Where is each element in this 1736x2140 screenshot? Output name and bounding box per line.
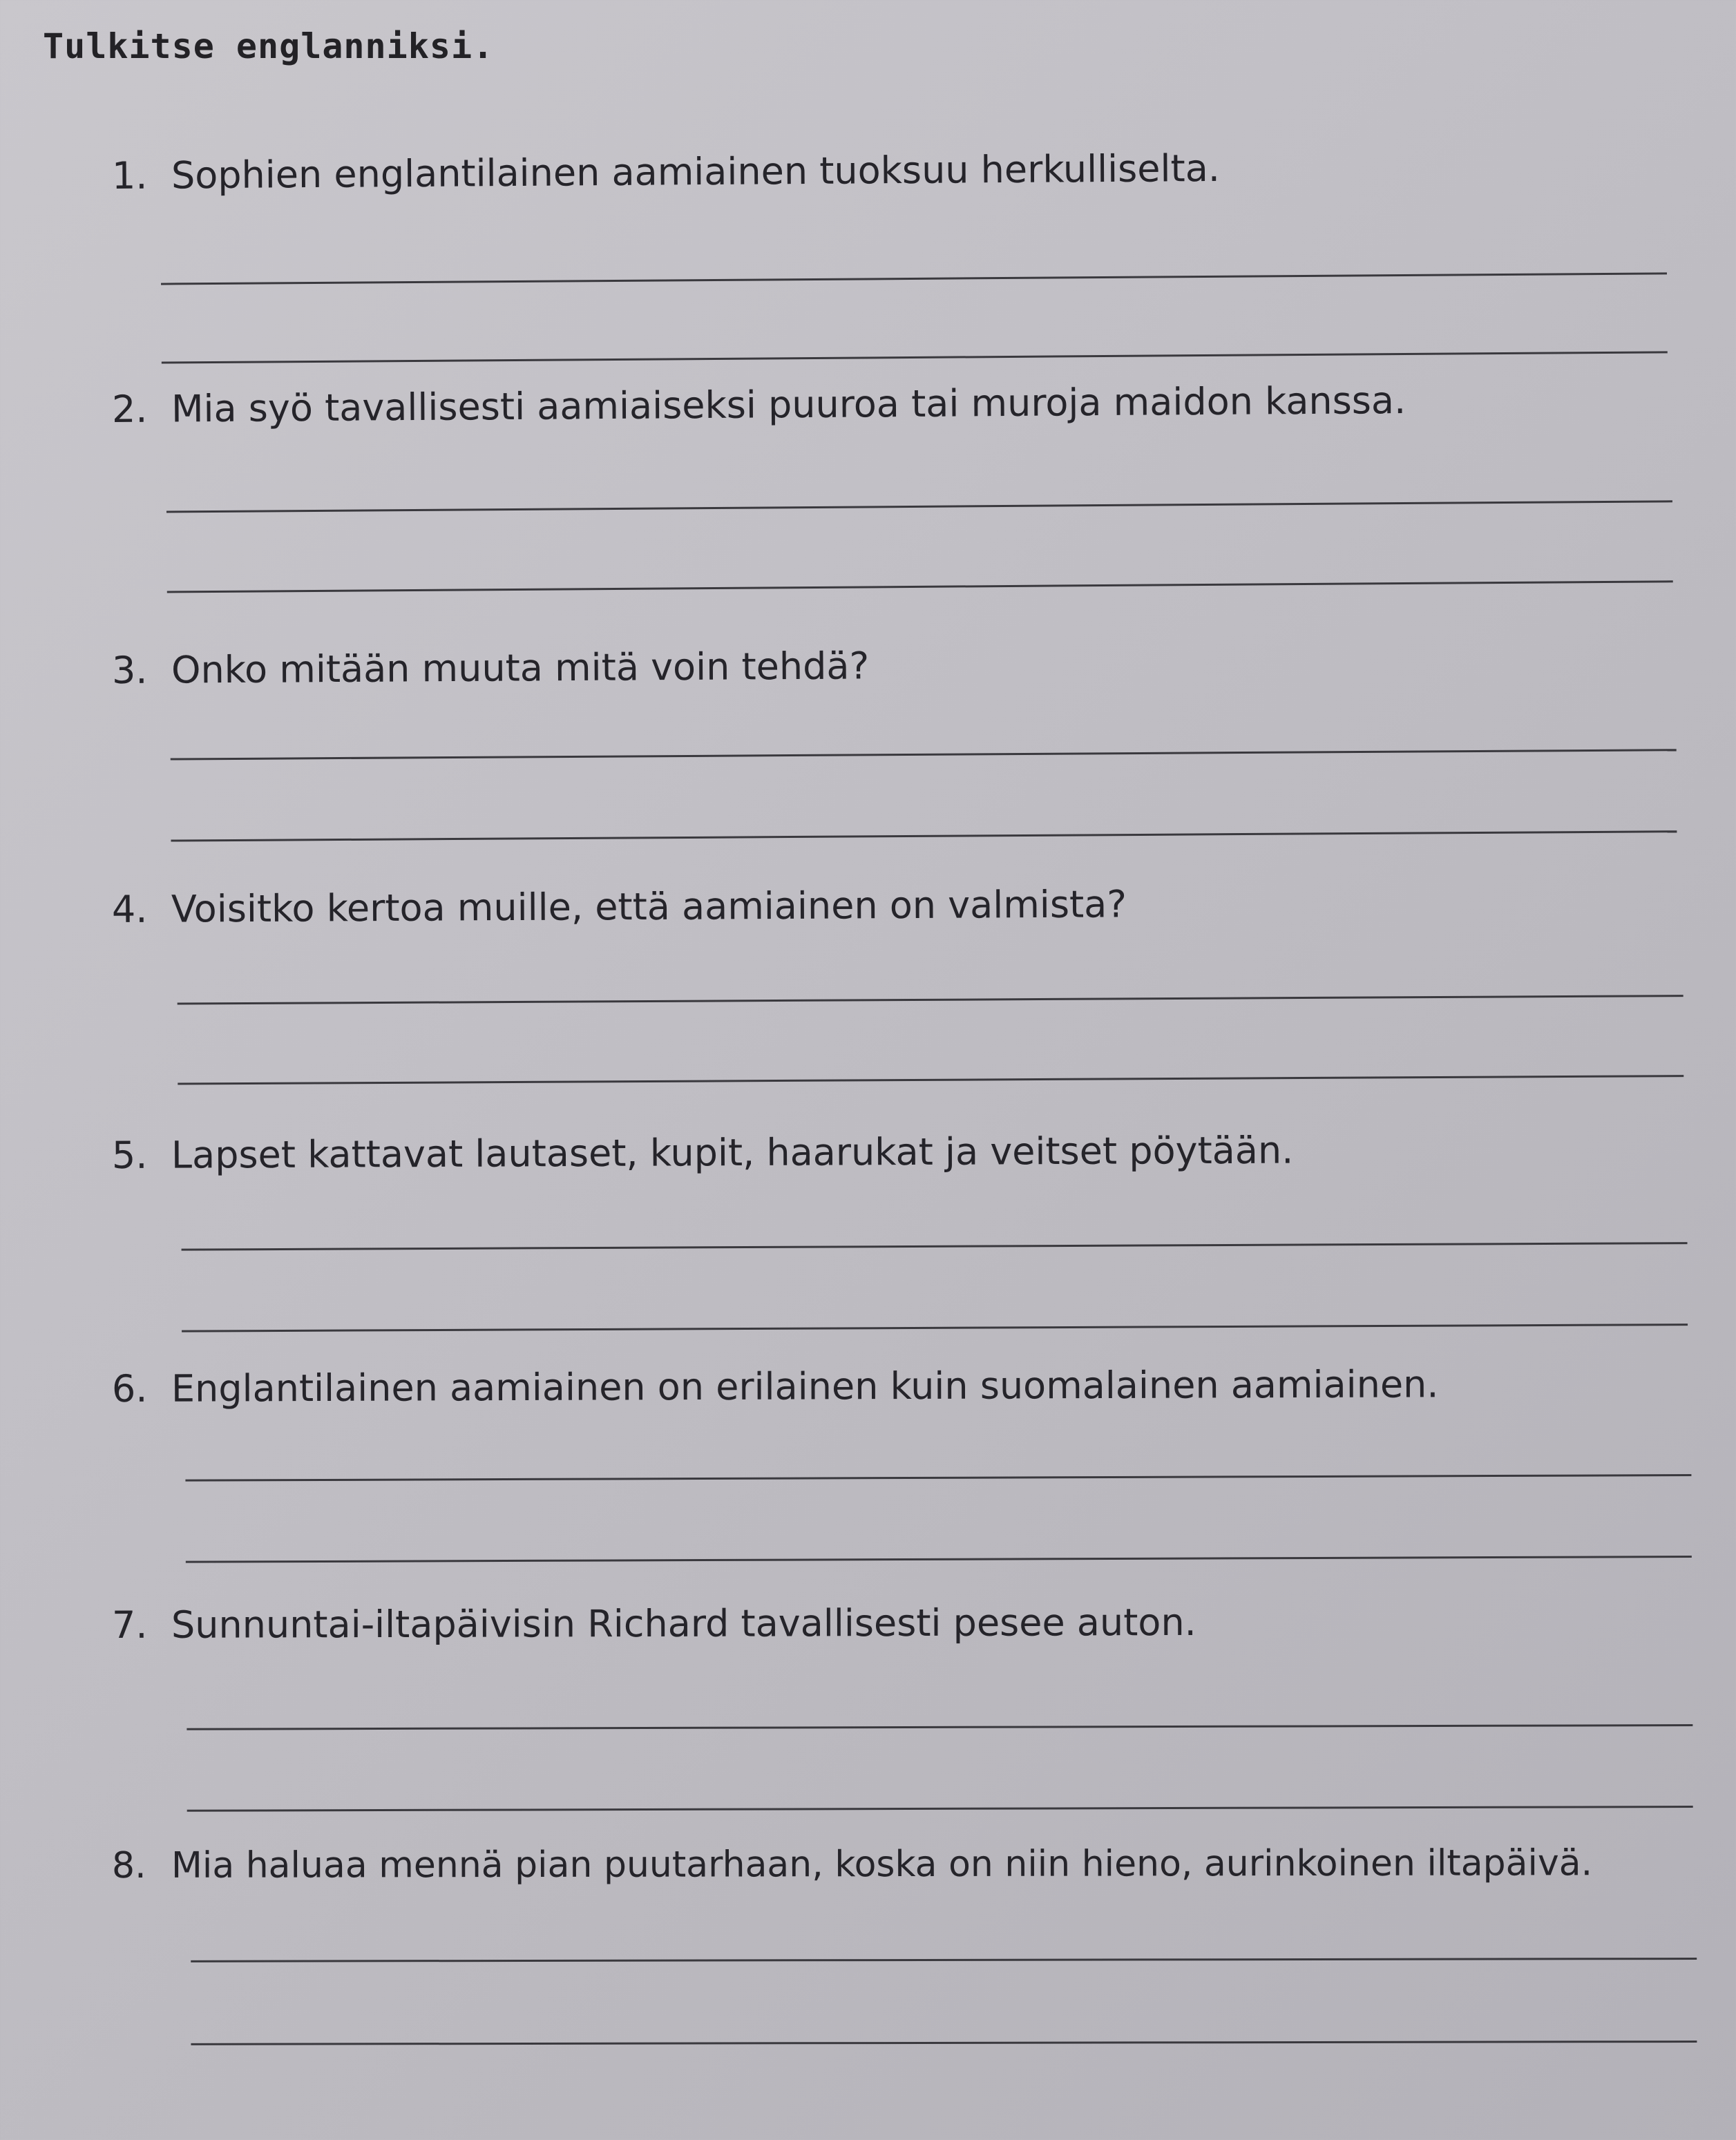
- answer-line-5b[interactable]: [182, 1324, 1688, 1332]
- answer-line-1a[interactable]: [161, 272, 1667, 285]
- exercise-number: 6.: [111, 1366, 148, 1411]
- exercise-number: 3.: [111, 648, 148, 693]
- exercise-text: Voisitko kertoa muille, että aamiainen on valmista?: [171, 882, 1127, 931]
- exercise-text: Onko mitään muuta mitä voin tehdä?: [171, 644, 870, 692]
- exercise-6: [0, 1361, 1736, 1602]
- exercise-7: [0, 1598, 1736, 1838]
- exercise-text: Mia haluaa mennä pian puutarhaan, koska on niin hieno, aurinkoinen iltapäivä.: [171, 1842, 1593, 1886]
- exercise-sentence: [112, 146, 1220, 199]
- exercise-sentence: [112, 1128, 1294, 1178]
- answer-line-7b[interactable]: [187, 1806, 1693, 1812]
- answer-line-8b[interactable]: [191, 2041, 1697, 2045]
- answer-line-2a[interactable]: [166, 500, 1672, 513]
- exercise-text: Lapset kattavat lautaset, kupit, haarukat ja veitset pöytään.: [171, 1128, 1294, 1177]
- exercise-number: 2.: [111, 387, 148, 432]
- answer-line-8a[interactable]: [191, 1958, 1697, 1962]
- exercise-sentence: [112, 378, 1406, 432]
- exercise-1: [0, 142, 1736, 390]
- exercise-text: Englantilainen aamiainen on erilainen kuin suomalainen aamiainen.: [171, 1362, 1439, 1411]
- answer-line-6b[interactable]: [186, 1556, 1692, 1563]
- answer-line-4b[interactable]: [178, 1075, 1683, 1085]
- exercise-number: 7.: [111, 1603, 148, 1647]
- instruction-heading: Tulkitse englanniksi.: [43, 26, 495, 66]
- exercise-number: 8.: [111, 1844, 146, 1887]
- answer-line-4a[interactable]: [178, 995, 1683, 1004]
- answer-line-5a[interactable]: [182, 1242, 1688, 1251]
- exercise-number: 4.: [111, 887, 148, 932]
- exercise-sentence: [112, 1840, 1592, 1889]
- exercise-8: [0, 1840, 1736, 2078]
- exercise-text: Mia syö tavallisesti aamiaiseksi puuroa tai muroja maidon kanssa.: [171, 378, 1406, 431]
- exercise-sentence: [112, 1600, 1196, 1648]
- answer-line-3a[interactable]: [171, 749, 1677, 760]
- exercise-3: [0, 638, 1736, 883]
- exercise-text: Sunnuntai-iltapäivisin Richard tavallisesti pesee auton.: [171, 1600, 1196, 1647]
- answer-line-2b[interactable]: [167, 580, 1673, 593]
- exercise-2: [0, 376, 1736, 623]
- exercise-number: 5.: [111, 1133, 148, 1178]
- answer-line-3b[interactable]: [171, 830, 1677, 841]
- exercise-4: [0, 879, 1736, 1122]
- exercise-text: Sophien englantilainen aamiainen tuoksuu herkulliselta.: [171, 146, 1221, 198]
- exercise-sentence: [112, 643, 870, 694]
- answer-line-6a[interactable]: [185, 1474, 1691, 1482]
- answer-line-7a[interactable]: [187, 1724, 1692, 1730]
- answer-line-1b[interactable]: [162, 351, 1668, 363]
- exercise-number: 1.: [111, 153, 148, 198]
- exercise-5: [0, 1126, 1736, 1368]
- exercise-sentence: [112, 1362, 1439, 1412]
- exercise-sentence: [112, 881, 1127, 933]
